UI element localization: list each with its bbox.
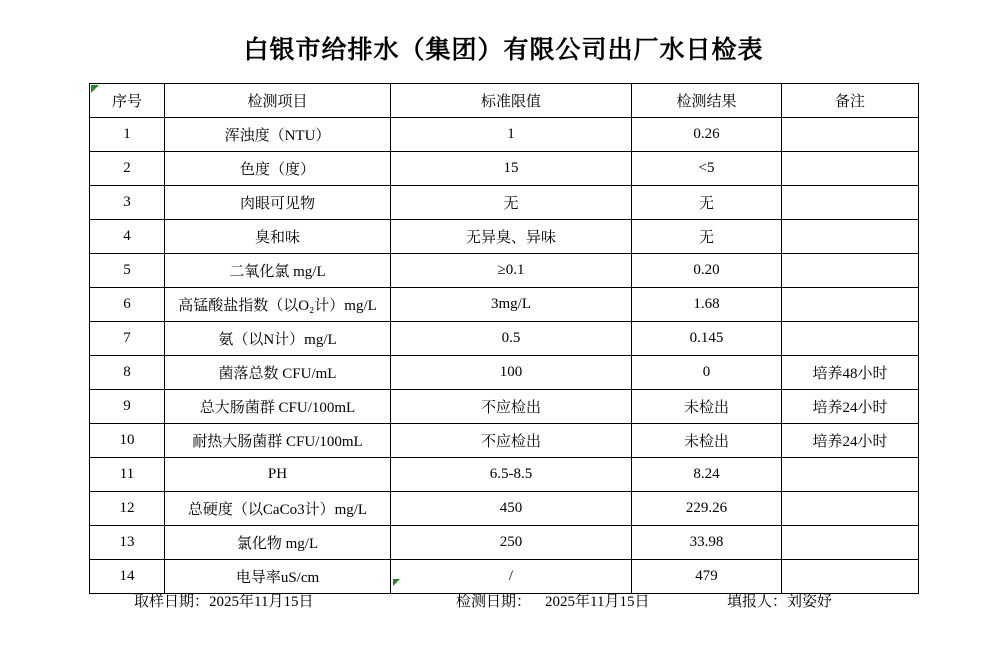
cell-limit: 15 [391, 152, 632, 186]
cell-limit: 3mg/L [391, 288, 632, 322]
sampling-date-group [134, 590, 313, 611]
cell-remark: 培养24小时 [782, 390, 919, 424]
cell-limit: 无 [391, 186, 632, 220]
cell-result: 33.98 [632, 526, 782, 560]
cell-item: 电导率uS/cm [165, 560, 391, 594]
reporter-group [727, 590, 832, 611]
table-body [90, 118, 919, 594]
table-row [90, 118, 919, 152]
cell-item: 肉眼可见物 [165, 186, 391, 220]
header-limit: 标准限值 [391, 84, 632, 118]
footer [0, 590, 999, 612]
inspection-table [89, 83, 919, 594]
table-row [90, 356, 919, 390]
header-result: 检测结果 [632, 84, 782, 118]
reporter-name: 刘姿妤 [787, 594, 833, 610]
testing-date-group [456, 590, 649, 611]
table-row [90, 560, 919, 594]
cell-seq: 3 [90, 186, 165, 220]
cell-remark [782, 458, 919, 492]
cell-item: 总硬度（以CaCo3计）mg/L [165, 492, 391, 526]
testing-date-value: 2025年11月15日 [545, 594, 650, 610]
cell-remark: 培养24小时 [782, 424, 919, 458]
cell-remark [782, 220, 919, 254]
cell-remark [782, 288, 919, 322]
cell-result: 0 [632, 356, 782, 390]
table-row [90, 390, 919, 424]
cell-remark [782, 492, 919, 526]
reporter-label: 填报人： [727, 594, 788, 610]
cell-limit: 100 [391, 356, 632, 390]
cell-result: 无 [632, 220, 782, 254]
cell-limit: 450 [391, 492, 632, 526]
table-row [90, 220, 919, 254]
cell-error-marker-icon [91, 85, 99, 93]
cell-seq: 14 [90, 560, 165, 594]
cell-limit: 不应检出 [391, 424, 632, 458]
table-row [90, 186, 919, 220]
cell-item: 臭和味 [165, 220, 391, 254]
header-remark: 备注 [782, 84, 919, 118]
table-row [90, 322, 919, 356]
sampling-date-label: 取样日期： [134, 594, 210, 610]
table-row [90, 492, 919, 526]
cell-limit: 250 [391, 526, 632, 560]
page-title: 白银市给排水（集团）有限公司出厂水日检表 [243, 37, 764, 64]
cell-result: 229.26 [632, 492, 782, 526]
cell-error-marker-icon [393, 579, 400, 586]
cell-seq: 2 [90, 152, 165, 186]
cell-remark [782, 322, 919, 356]
cell-seq: 4 [90, 220, 165, 254]
cell-result: <5 [632, 152, 782, 186]
cell-item: 二氧化氯 mg/L [165, 254, 391, 288]
cell-limit: 不应检出 [391, 390, 632, 424]
cell-item: 氨（以N计）mg/L [165, 322, 391, 356]
cell-limit: / [391, 560, 632, 594]
cell-result: 0.20 [632, 254, 782, 288]
cell-item: 浑浊度（NTU） [165, 118, 391, 152]
sampling-date-value: 2025年11月15日 [209, 594, 314, 610]
cell-remark [782, 560, 919, 594]
table-row [90, 254, 919, 288]
cell-item: 耐热大肠菌群 CFU/100mL [165, 424, 391, 458]
header-item: 检测项目 [165, 84, 391, 118]
cell-result: 8.24 [632, 458, 782, 492]
cell-item: 高锰酸盐指数（以O₂计）mg/L [165, 288, 391, 322]
testing-date-label: 检测日期： [456, 594, 532, 610]
cell-limit: 0.5 [391, 322, 632, 356]
cell-seq: 9 [90, 390, 165, 424]
cell-limit: 1 [391, 118, 632, 152]
cell-item: 色度（度） [165, 152, 391, 186]
cell-seq: 8 [90, 356, 165, 390]
header-seq: 序号 [90, 84, 165, 118]
cell-seq: 10 [90, 424, 165, 458]
cell-seq: 6 [90, 288, 165, 322]
cell-result: 未检出 [632, 424, 782, 458]
cell-seq: 12 [90, 492, 165, 526]
cell-result: 479 [632, 560, 782, 594]
cell-item: 菌落总数 CFU/mL [165, 356, 391, 390]
cell-item: PH [165, 458, 391, 492]
cell-result: 0.26 [632, 118, 782, 152]
table-row [90, 288, 919, 322]
cell-result: 无 [632, 186, 782, 220]
cell-item: 总大肠菌群 CFU/100mL [165, 390, 391, 424]
cell-result: 未检出 [632, 390, 782, 424]
cell-seq: 5 [90, 254, 165, 288]
cell-seq: 1 [90, 118, 165, 152]
cell-remark [782, 254, 919, 288]
table-row [90, 458, 919, 492]
cell-remark: 培养48小时 [782, 356, 919, 390]
cell-seq: 7 [90, 322, 165, 356]
cell-remark [782, 152, 919, 186]
table-row [90, 526, 919, 560]
cell-remark [782, 118, 919, 152]
cell-remark [782, 526, 919, 560]
cell-remark [782, 186, 919, 220]
cell-result: 1.68 [632, 288, 782, 322]
cell-item: 氯化物 mg/L [165, 526, 391, 560]
table-header-row [90, 84, 919, 118]
cell-limit: 无异臭、异味 [391, 220, 632, 254]
cell-limit: 6.5-8.5 [391, 458, 632, 492]
table-row [90, 152, 919, 186]
cell-seq: 13 [90, 526, 165, 560]
cell-result: 0.145 [632, 322, 782, 356]
cell-limit: ≥0.1 [391, 254, 632, 288]
cell-seq: 11 [90, 458, 165, 492]
table-row [90, 424, 919, 458]
